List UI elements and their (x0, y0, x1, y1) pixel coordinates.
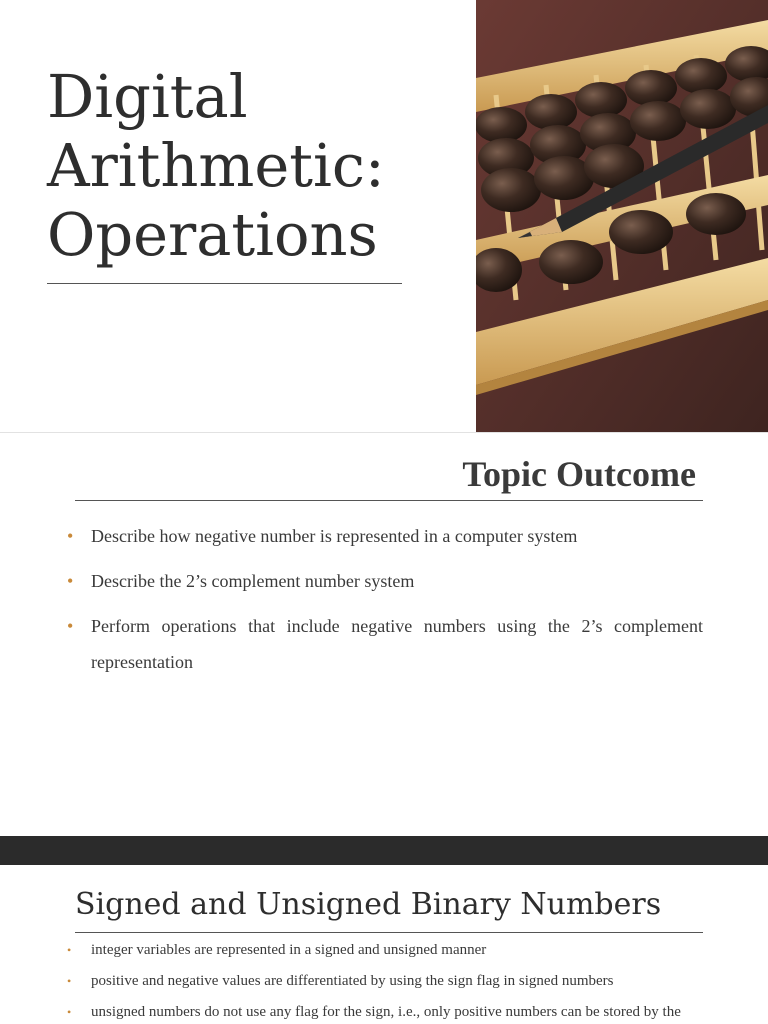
bullet-icon: • (67, 616, 74, 636)
bullet-list (67, 518, 703, 689)
title-underline (47, 283, 402, 284)
topic-outcome-slide (0, 432, 768, 837)
list-item-text: unsigned numbers do not use any flag for the sign, i.e., only positive numbers can be stored by the (91, 1004, 681, 1020)
bullet-icon: • (67, 1005, 72, 1019)
list-item-text: Perform operations that include negative numbers using the 2’s complement representation (91, 616, 703, 672)
list-item (67, 608, 703, 680)
title-line-3: Operations (47, 200, 378, 269)
list-item (67, 971, 703, 991)
list-item (67, 563, 703, 599)
signed-unsigned-slide (0, 865, 768, 1024)
abacus-photo (476, 0, 768, 432)
list-item (67, 1002, 703, 1022)
list-item (67, 940, 703, 960)
list-item-text: Describe the 2’s complement number system (91, 571, 415, 591)
list-item-text: Describe how negative number is represented in a computer system (91, 526, 578, 546)
bullet-icon: • (67, 526, 74, 546)
bullet-icon: • (67, 974, 72, 988)
title-line-2: Arithmetic: (47, 131, 385, 200)
abacus-image (476, 0, 768, 432)
list-item-text: positive and negative values are differentiated by using the sign flag in signed numbers (91, 973, 614, 989)
title-underline (75, 932, 703, 933)
title-slide (0, 0, 768, 432)
slide-title: Topic Outcome (462, 454, 696, 494)
list-item (67, 518, 703, 554)
title-underline (75, 500, 703, 501)
slide-title (47, 62, 385, 269)
bullet-list (67, 940, 703, 1024)
title-line-1: Digital (47, 62, 248, 131)
slide-title: Signed and Unsigned Binary Numbers (75, 887, 662, 922)
slide-divider-band (0, 836, 768, 865)
list-item-text: integer variables are represented in a signed and unsigned manner (91, 942, 487, 958)
bullet-icon: • (67, 943, 72, 957)
bullet-icon: • (67, 571, 74, 591)
